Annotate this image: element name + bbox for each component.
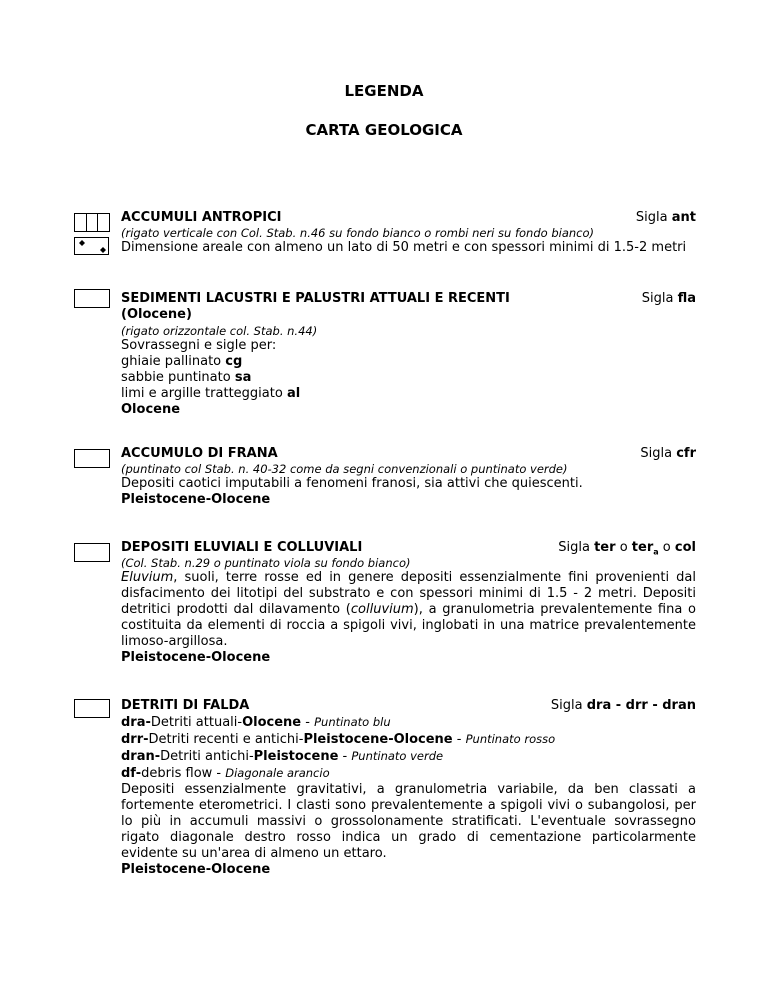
entry-age: Pleistocene-Olocene — [121, 492, 271, 507]
text-fragment: sabbie puntinato — [121, 370, 231, 385]
entry-description — [121, 570, 696, 650]
map-title: CARTA GEOLOGICA — [305, 121, 463, 139]
text-fragment: colluvium — [350, 602, 414, 617]
text-fragment: dra - drr - dran — [586, 698, 696, 713]
pattern-swatch — [74, 699, 110, 718]
entry-description: Depositi caotici imputabili a fenomeni franosi, sia attivi che quiescenti. — [121, 476, 583, 491]
entry-name: DETRITI DI FALDA — [121, 698, 250, 713]
pattern-swatch — [74, 289, 110, 308]
text-fragment: drr- — [121, 732, 149, 747]
legend-title: LEGENDA — [344, 82, 424, 100]
pattern-note: (Col. Stab. n.29 o puntinato viola su fondo bianco) — [121, 556, 411, 570]
text-fragment: ter — [594, 540, 616, 555]
text-fragment: Sigla — [641, 291, 674, 306]
text-fragment: dran- — [121, 749, 161, 764]
sigla-label — [551, 698, 696, 714]
legend-entry-fla — [121, 291, 696, 418]
overlay-item — [121, 370, 696, 386]
sigla-label — [558, 540, 696, 561]
vertical-lines-pattern-swatch — [74, 213, 110, 232]
diamonds-pattern-swatch — [74, 237, 110, 256]
text-fragment: sa — [234, 370, 252, 385]
text-fragment: o — [619, 540, 628, 555]
sigla-label — [642, 291, 696, 307]
text-fragment: Olocene — [242, 715, 302, 730]
text-fragment: Detriti attuali- — [150, 715, 243, 730]
text-fragment: o — [662, 540, 671, 555]
entry-age: Olocene — [121, 402, 181, 417]
entry-name: ACCUMULO DI FRANA — [121, 446, 278, 461]
text-fragment: a — [653, 547, 659, 557]
text-fragment: fla — [677, 291, 696, 306]
sub-unit-dra — [121, 714, 696, 731]
text-fragment: - — [338, 749, 352, 764]
legend-entry-ter — [121, 540, 696, 666]
overlay-item — [121, 354, 696, 370]
overlay-intro: Sovrassegni e sigle per: — [121, 338, 277, 353]
text-fragment: Diagonale arancio — [225, 766, 330, 780]
pattern-note: (puntinato col Stab. n. 40-32 come da segni convenzionali o puntinato verde) — [121, 462, 568, 476]
text-fragment: Sigla — [635, 210, 668, 225]
text-fragment: ghiaie pallinato — [121, 354, 222, 369]
text-fragment: ter — [631, 540, 654, 555]
pattern-note: (rigato orizzontale col. Stab. n.44) — [121, 324, 318, 338]
text-fragment: Detriti recenti e antichi- — [148, 732, 304, 747]
entry-description: Dimensione areale con almeno un lato di 50 metri e con spessori minimi di 1.5-2 metri — [121, 240, 687, 255]
text-fragment — [121, 446, 696, 462]
text-fragment: Puntinato blu — [314, 715, 391, 729]
text-fragment: , suoli, terre rosse ed in genere depositi essenzialmente fini provenienti dal disfacimento dei litotipi del substrato e con spessori minimi di 1.5 - 2 metri. Depositi detritici prodotti dal dilavamento ( — [121, 570, 696, 617]
text-fragment: Eluvium — [121, 570, 174, 585]
text-fragment: - — [452, 732, 466, 747]
text-fragment: - — [212, 766, 226, 781]
entry-name: ACCUMULI ANTROPICI — [121, 210, 282, 225]
text-fragment: Puntinato verde — [351, 749, 444, 763]
text-fragment: Sigla — [640, 446, 673, 461]
text-fragment: debris flow — [141, 766, 213, 781]
text-fragment — [121, 210, 696, 226]
text-fragment — [121, 540, 696, 556]
text-fragment: cfr — [676, 446, 696, 461]
sigla-label — [636, 210, 696, 226]
sigla-label — [640, 446, 696, 462]
entry-name: SEDIMENTI LACUSTRI E PALUSTRI ATTUALI E RECENTI — [121, 291, 510, 306]
legend-entry-ant — [121, 210, 696, 256]
text-fragment: col — [674, 540, 696, 555]
text-fragment: dra- — [121, 715, 151, 730]
legend-entry-cfr — [121, 446, 696, 508]
entry-name: DEPOSITI ELUVIALI E COLLUVIALI — [121, 540, 363, 555]
entry-age: Pleistocene-Olocene — [121, 650, 271, 665]
sub-unit-dran — [121, 748, 696, 765]
text-fragment: Pleistocene — [253, 749, 339, 764]
text-fragment: Detriti antichi- — [160, 749, 254, 764]
text-fragment: ant — [671, 210, 696, 225]
text-fragment: Sigla — [558, 540, 590, 555]
pattern-swatch — [74, 543, 110, 562]
text-fragment — [121, 291, 696, 307]
pattern-swatch — [74, 449, 110, 468]
text-fragment: Puntinato rosso — [465, 732, 556, 746]
pattern-note: (rigato verticale con Col. Stab. n.46 su fondo bianco o rombi neri su fondo bianco) — [121, 226, 595, 240]
text-fragment: Sigla — [550, 698, 583, 713]
text-fragment: df- — [121, 766, 142, 781]
text-fragment: - — [301, 715, 315, 730]
text-fragment: Pleistocene-Olocene — [303, 732, 453, 747]
entry-age: Pleistocene-Olocene — [121, 862, 271, 877]
entry-description: Depositi essenzialmente gravitativi, a granulometria variabile, da ben classati a fortemente eterometrici. I clasti sono prevalentemente a spigoli vivi o subangolosi, per lo più in accumuli massivi o grossolonamente stratificati. L'eventuale sovrassegno rigato diagonale destro rosso indica un grado di cementazione particolarmente evidente su un'area di almeno un ettaro. — [121, 782, 696, 861]
sub-unit-drr — [121, 731, 696, 748]
legend-entry-dra — [121, 698, 696, 878]
text-fragment: ), a granulometria prevalentemente fina o costituita da elementi di roccia a spigoli vivi, inglobati in una matrice prevalentemente limoso-argillosa. — [121, 602, 696, 649]
overlay-item — [121, 386, 696, 402]
text-fragment: limi e argille tratteggiato — [121, 386, 283, 401]
text-fragment: al — [286, 386, 301, 401]
sub-unit-df — [121, 765, 696, 782]
text-fragment: cg — [225, 354, 243, 369]
text-fragment — [121, 698, 696, 714]
entry-age-header: (Olocene) — [121, 307, 192, 322]
